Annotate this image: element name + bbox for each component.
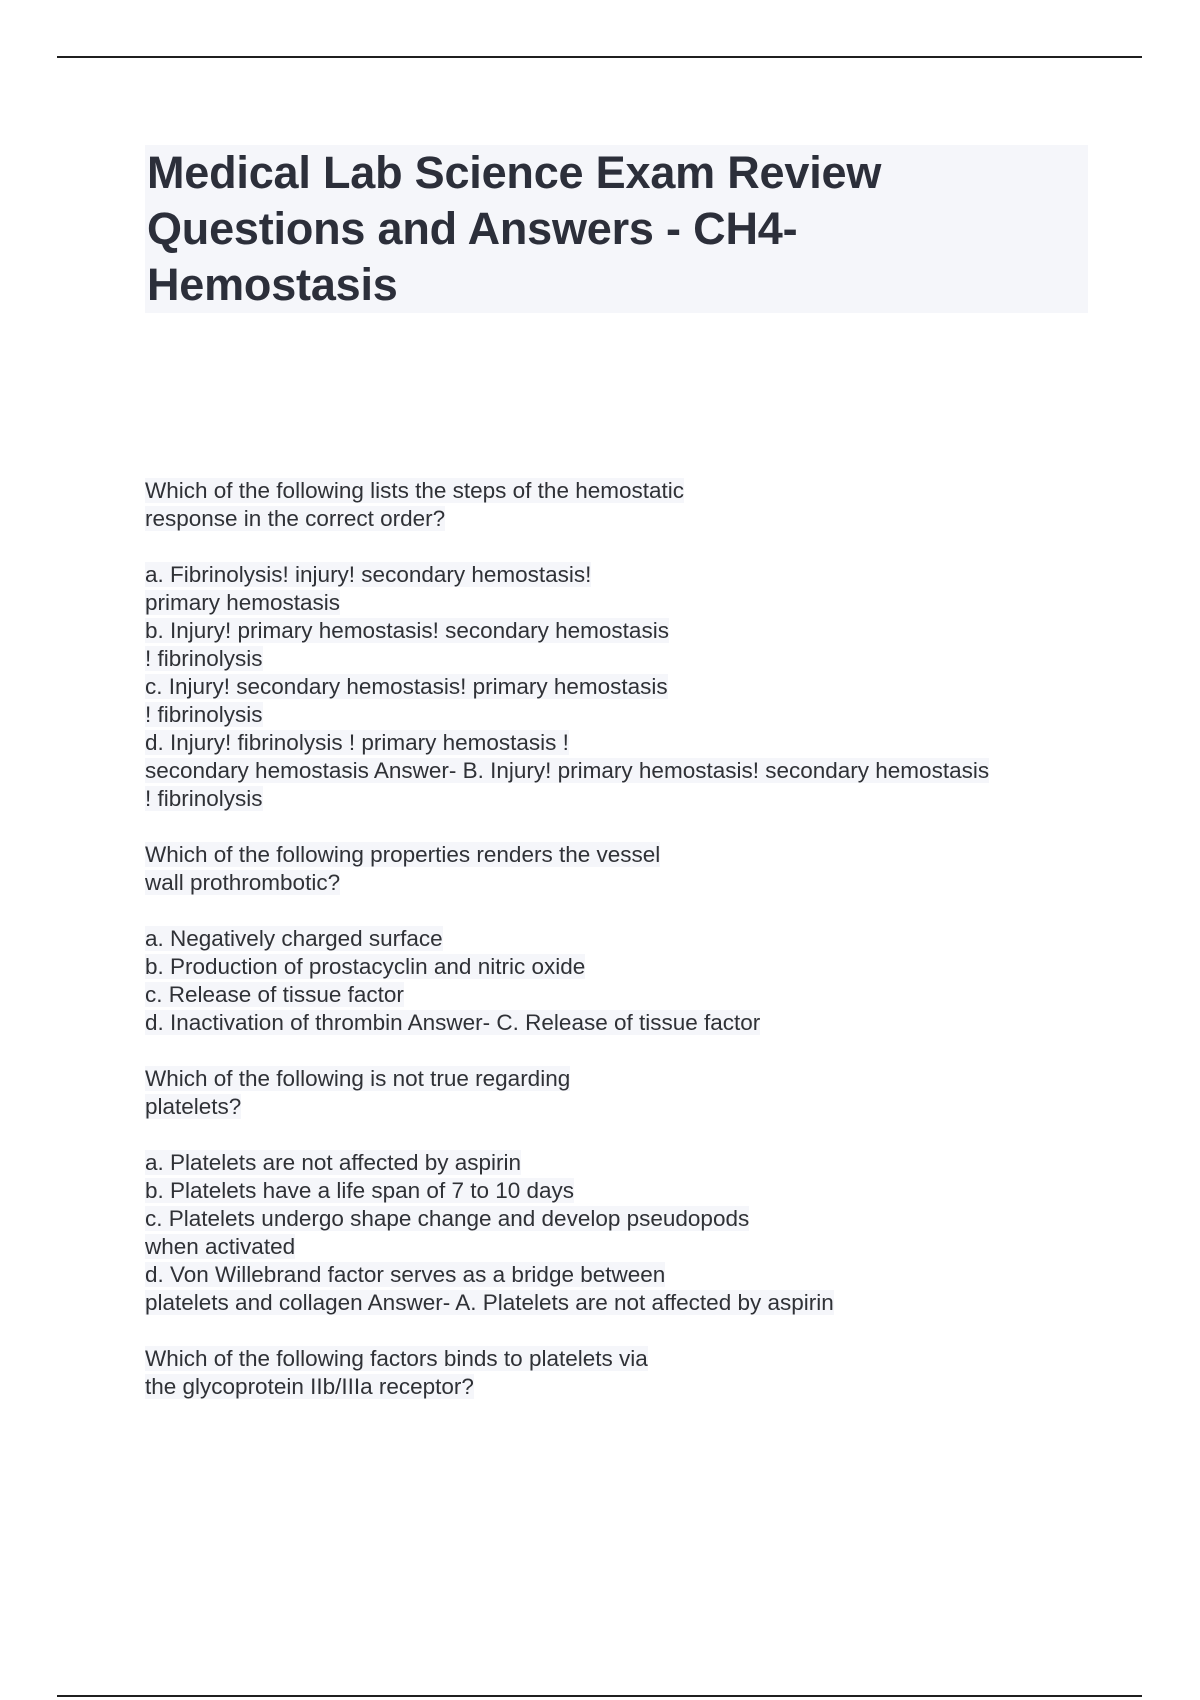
question-prompt-line: wall prothrombotic? <box>145 870 341 895</box>
question-prompt-line: Which of the following is not true regarding <box>145 1066 571 1091</box>
answer-option-line: a. Fibrinolysis! injury! secondary hemostasis! <box>145 562 592 587</box>
question-prompt-line: response in the correct order? <box>145 506 446 531</box>
answer-key-line: platelets and collagen Answer- A. Platelets are not affected by aspirin <box>145 1290 834 1315</box>
question-prompt-line: platelets? <box>145 1094 242 1119</box>
bottom-rule <box>57 1695 1142 1697</box>
answer-key-line: secondary hemostasis Answer- B. Injury! primary hemostasis! secondary hemostasis <box>145 758 990 783</box>
question-item <box>145 841 1105 1037</box>
question-list <box>145 477 1105 1429</box>
answer-option-line: c. Injury! secondary hemostasis! primary hemostasis <box>145 674 668 699</box>
answer-key-line: d. Inactivation of thrombin Answer- C. Release of tissue factor <box>145 1010 761 1035</box>
answer-option-line: a. Platelets are not affected by aspirin <box>145 1150 522 1175</box>
question-item <box>145 1065 1105 1317</box>
answer-option-line: d. Von Willebrand factor serves as a bridge between <box>145 1262 666 1287</box>
question-prompt-line: Which of the following factors binds to platelets via <box>145 1346 648 1371</box>
answer-key-line: ! fibrinolysis <box>145 786 263 811</box>
question-prompt-line: Which of the following lists the steps of the hemostatic <box>145 478 685 503</box>
title-block <box>145 145 1088 313</box>
answer-option-line: ! fibrinolysis <box>145 646 263 671</box>
answer-option-line: c. Release of tissue factor <box>145 982 404 1007</box>
question-prompt-line: the glycoprotein IIb/IIIa receptor? <box>145 1374 474 1399</box>
document-title: Medical Lab Science Exam Review Questions and Answers - CH4- Hemostasis <box>147 147 882 310</box>
question-item <box>145 477 1105 813</box>
answer-option-line: when activated <box>145 1234 296 1259</box>
answer-option-line: d. Injury! fibrinolysis ! primary hemostasis ! <box>145 730 569 755</box>
answer-option-line: b. Platelets have a life span of 7 to 10 days <box>145 1178 575 1203</box>
top-rule <box>57 56 1142 58</box>
question-item <box>145 1345 1105 1401</box>
question-prompt-line: Which of the following properties renders the vessel <box>145 842 661 867</box>
answer-option-line: ! fibrinolysis <box>145 702 263 727</box>
answer-option-line: primary hemostasis <box>145 590 341 615</box>
answer-option-line: b. Production of prostacyclin and nitric oxide <box>145 954 586 979</box>
answer-option-line: a. Negatively charged surface <box>145 926 443 951</box>
answer-option-line: b. Injury! primary hemostasis! secondary hemostasis <box>145 618 669 643</box>
answer-option-line: c. Platelets undergo shape change and develop pseudopods <box>145 1206 750 1231</box>
